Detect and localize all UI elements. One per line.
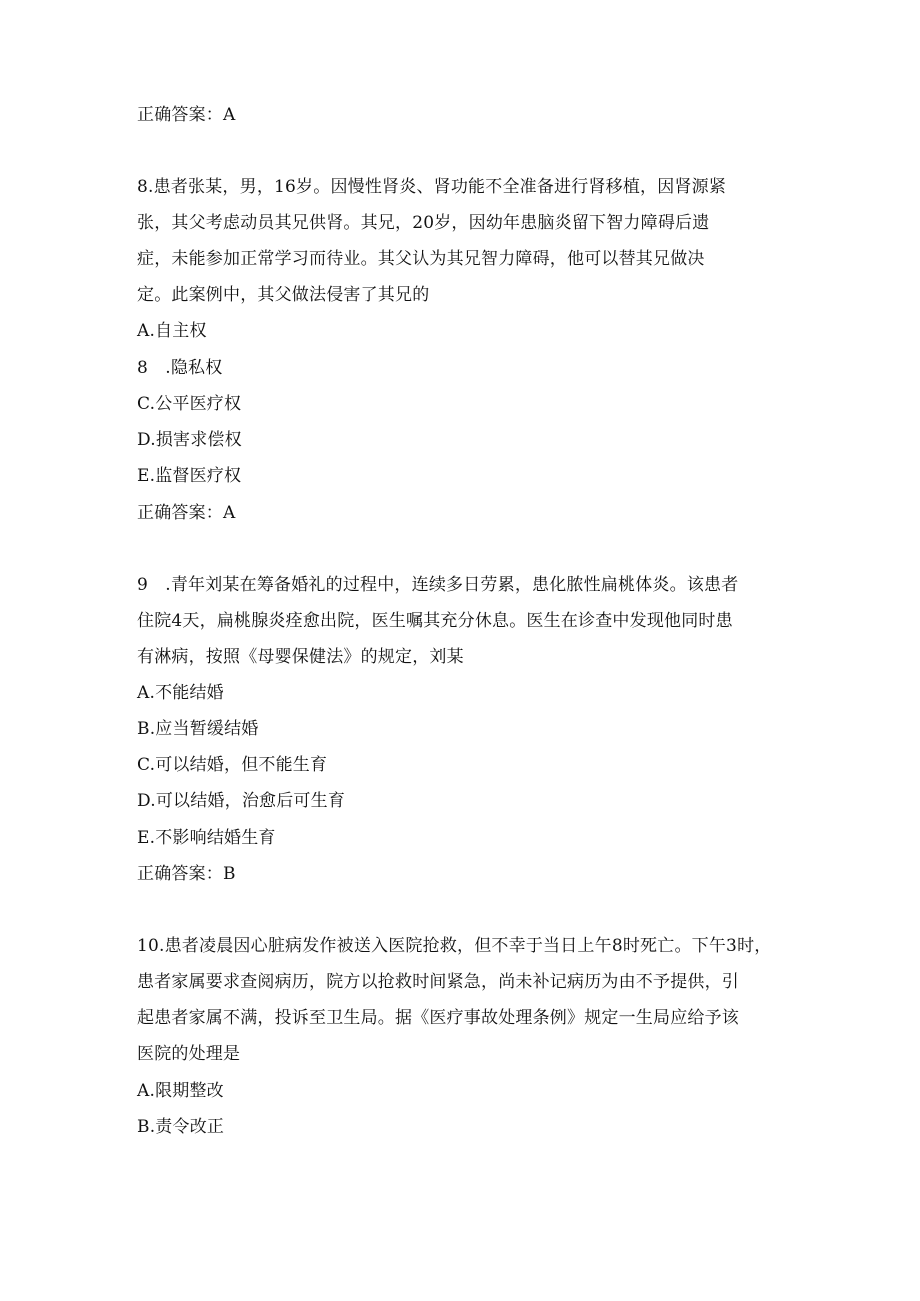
q9-answer: 正确答案：B [137, 864, 236, 884]
q9-option-e: E.不影响结婚生育 [137, 828, 276, 848]
q8-option-d: D.损害求偿权 [137, 430, 242, 450]
q9-option-c: C.可以结婚，但不能生育 [137, 755, 328, 775]
q10-stem-line-1: 10.患者凌晨因心脏病发作被送入医院抢救，但不幸于当日上午8时死亡。下午3时， [137, 936, 772, 956]
q9-option-b: B.应当暂缓结婚 [137, 719, 259, 739]
q8-stem-line-1: 8.患者张某，男，16岁。因慢性肾炎、肾功能不全准备进行肾移植，因肾源紧 [137, 177, 727, 197]
q10-stem-line-2: 患者家属要求查阅病历，院方以抢救时间紧急，尚未补记病历为由不予提供，引 [137, 972, 739, 992]
q8-option-c: C.公平医疗权 [137, 394, 242, 414]
q9-stem-line-2: 住院4天，扁桃腺炎痊愈出院，医生嘱其充分休息。医生在诊查中发现他同时患 [137, 611, 733, 631]
q10-stem-line-4: 医院的处理是 [137, 1044, 241, 1064]
q8-stem-line-3: 症，未能参加正常学习而待业。其父认为其兄智力障碍，他可以替其兄做决 [137, 249, 705, 269]
q9-option-a: A.不能结婚 [137, 683, 224, 703]
previous-answer: 正确答案：A [137, 105, 236, 125]
q8-option-b: 8 .隐私权 [137, 358, 223, 378]
q10-option-a: A.限期整改 [137, 1081, 224, 1101]
q8-answer: 正确答案：A [137, 503, 236, 523]
q8-stem-line-2: 张，其父考虑动员其兄供肾。其兄，20岁，因幼年患脑炎留下智力障碍后遗 [137, 213, 710, 233]
q10-option-b: B.责令改正 [137, 1117, 225, 1137]
q9-option-d: D.可以结婚，治愈后可生育 [137, 791, 346, 811]
q8-option-a: A.自主权 [137, 321, 207, 341]
q8-stem-line-4: 定。此案例中，其父做法侵害了其兄的 [137, 285, 430, 305]
q10-stem-line-3: 起患者家属不满，投诉至卫生局。据《医疗事故处理条例》规定一生局应给予该 [137, 1008, 739, 1028]
q8-option-e: E.监督医疗权 [137, 466, 242, 486]
q9-stem-line-1: 9 .青年刘某在筹备婚礼的过程中，连续多日劳累，患化脓性扁桃体炎。该患者 [137, 575, 739, 595]
q9-stem-line-3: 有淋病，按照《母婴保健法》的规定，刘某 [137, 647, 464, 667]
